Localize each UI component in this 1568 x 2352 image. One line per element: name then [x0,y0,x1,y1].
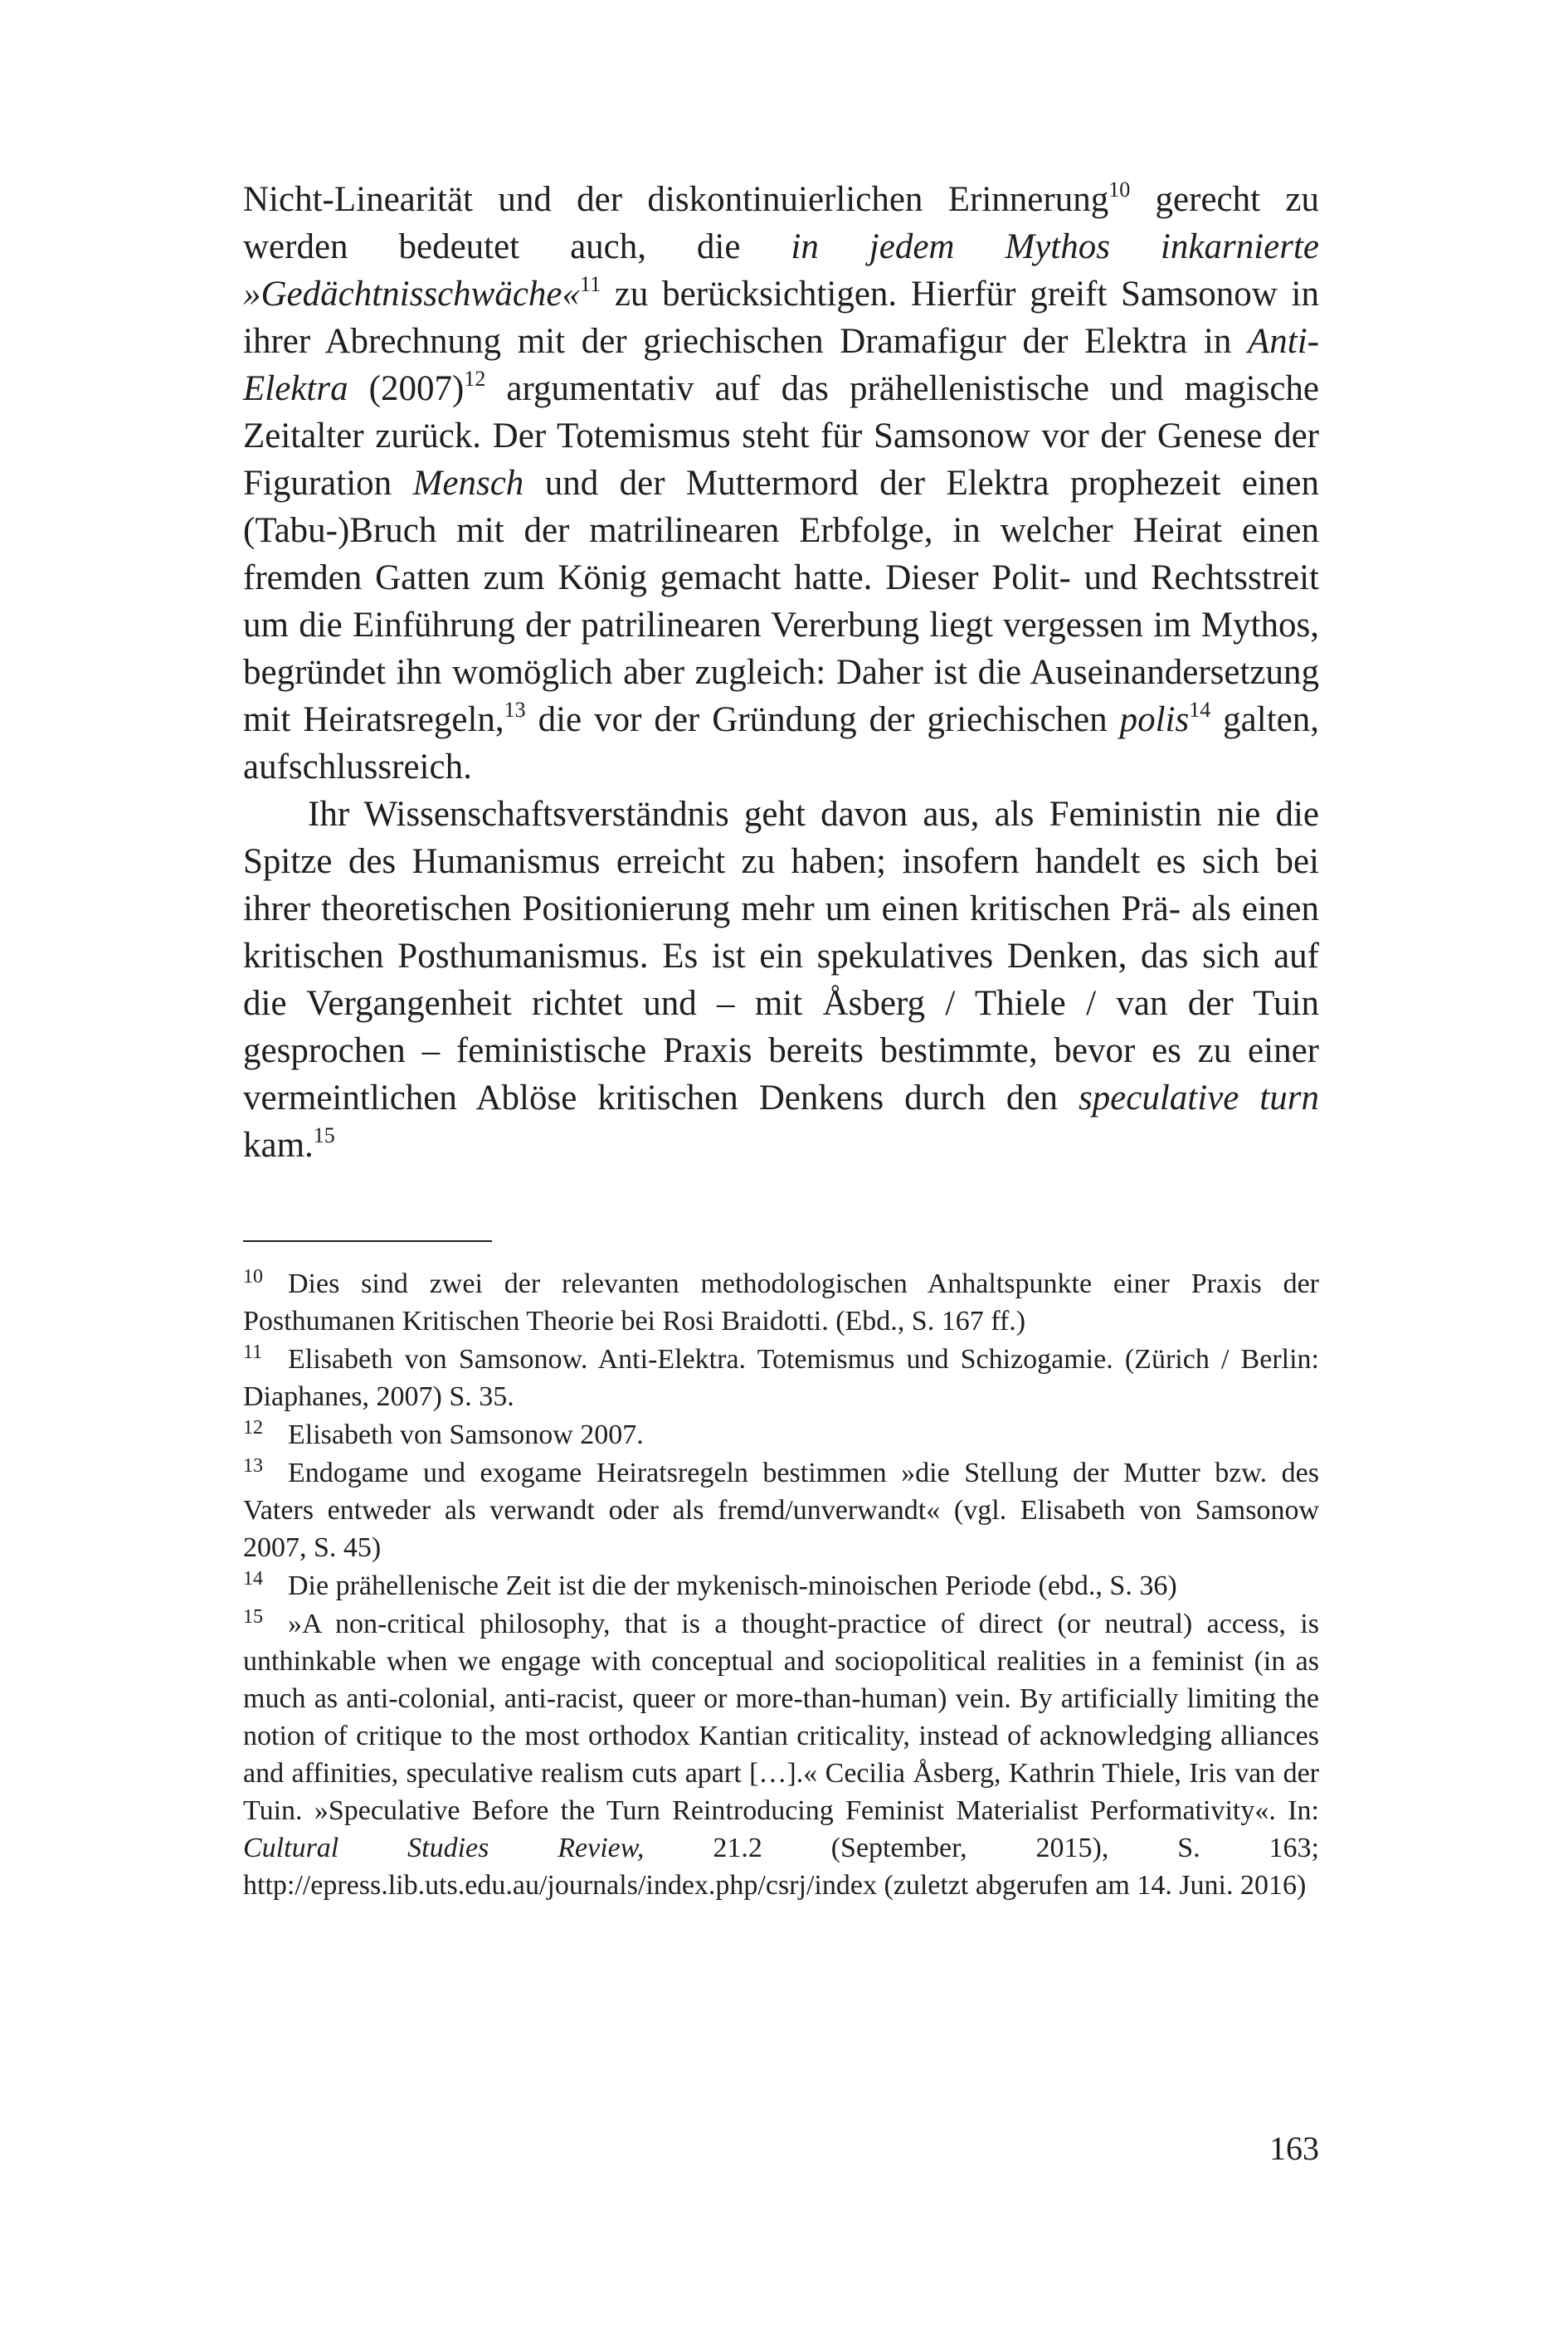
p1-text-8: galten, aufschlussreich. [243,700,1319,786]
footnote-text-continued: 21.2 (September, 2015), S. 163; http://epress.lib.uts.edu.au/journals/index.php/csrj/index (zuletzt abgerufen am 14. Juni. 2016) [243,1833,1319,1901]
p1-text-4: (2007) [348,369,465,408]
footnote-text: Dies sind zwei der relevanten methodologischen Anhaltspunkte einer Praxis der Posthumanen Kritischen Theorie bei Rosi Braidotti. (Ebd., S. 167 ff.) [243,1269,1319,1337]
p1-text-2: gerecht zu werden bedeutet auch, die [243,180,1320,266]
footnote-text: Elisabeth von Samsonow. Anti-Elektra. Totemismus und Schizogamie. (Zürich / Berlin: Diaphanes, 2007) S. 35. [243,1344,1319,1412]
footnote-divider [243,1240,492,1242]
footnote-13: 13 Endogame und exogame Heiratsregeln bestimmen »die Stellung der Mutter bzw. des Vaters entweder als verwandt oder als fremd/unverwandt« (vgl. Elisabeth von Samsonow 2007, S. 45) [243,1455,1319,1563]
footnote-text: »A non-critical philosophy, that is a thought-practice of direct (or neutral) access, is unthinkable when we engage with conceptual and sociopolitical realities in a feminist (in as much as anti-colonial, anti-racist, queer or more-than-human) vein. By artificially limiting the notion of critique to the most orthodox Kantian criticality, instead of acknowledging alliances and affinities, speculative realism cuts apart […].« Cecilia Åsberg, Kathrin Thiele, Iris van der Tuin. »Speculative Before the Turn Reintroducing Feminist Materialist Performativity«. In: [243,1609,1319,1826]
footnote-text: Elisabeth von Samsonow 2007. [288,1419,644,1450]
p2-text-2: kam. [243,1126,314,1165]
footnote-ref-13: 13 [504,698,526,722]
footnote-10: 10 Dies sind zwei der relevanten methodologischen Anhaltspunkte einer Praxis der Posthumanen Kritischen Theorie bei Rosi Braidotti. (Ebd., S. 167 ff.) [243,1266,1319,1337]
footnote-14: 14 Die prähellenische Zeit ist die der mykenisch-minoischen Periode (ebd., S. 36) [243,1568,1177,1601]
footnote-ref-10: 10 [1108,178,1131,202]
p1-italic-polis: polis [1119,700,1190,739]
footnote-ref-11: 11 [580,272,601,296]
footnote-12: 12 Elisabeth von Samsonow 2007. [243,1417,644,1450]
footnote-journal-title: Cultural Studies Review, [243,1833,645,1863]
footnote-ref-15: 15 [313,1123,335,1147]
footnote-text: Endogame und exogame Heiratsregeln bestimmen »die Stellung der Mutter bzw. des Vaters entweder als verwandt oder als fremd/unverwandt« (vgl. Elisabeth von Samsonow 2007, S. 45) [243,1458,1319,1563]
p1-italic-1: in jedem Mythos inkarnierte »Gedächtnisschwäche« [243,227,1319,314]
paragraph-1 [243,176,1319,791]
footnotes-section [243,1265,1319,1905]
footnote-15: 15 »A non-critical philosophy, that is a thought-practice of direct (or neutral) access, is unthinkable when we engage with conceptual and sociopolitical realities in a feminist (in as much as anti-colonial, anti-racist, queer or more-than-human) vein. By artificially limiting the notion of critique to the most orthodox Kantian criticality, instead of acknowledging alliances and affinities, speculative realism cuts apart […].« Cecilia Åsberg, Kathrin Thiele, Iris van der Tuin. »Speculative Before the Turn Reintroducing Feminist Materialist Performativity«. In: Cultural Studies Review, 21.2 (September, 2015), S. 163; http://epress.lib.uts.edu.au/journals/index.php/csrj/index (zuletzt abgerufen am 14. Juni. 2016) [243,1606,1319,1901]
p1-text-1: Nicht-Linearität und der diskontinuierlichen Erinnerung [243,180,1109,219]
page-number: 163 [1269,2130,1319,2167]
p2-italic-speculative-turn: speculative turn [1078,1079,1319,1118]
p1-text-3: zu berücksichtigen. Hierfür greift Samsonow in ihrer Abrechnung mit der griechischen Dramafigur der Elektra in [243,275,1319,361]
paragraph-2 [243,791,1319,1169]
p1-text-6: und der Muttermord der Elektra prophezeit einen (Tabu-)Bruch mit der matrilinearen Erbfolge, in welcher Heirat einen fremden Gatten zum König gemacht hatte. Dieser Polit- und Rechtsstreit um die Einführung der patrilinearen Vererbung liegt vergessen im Mythos, begründet ihn womöglich aber zugleich: Daher ist die Auseinandersetzung mit Heiratsregeln, [243,464,1319,739]
footnote-ref-12: 12 [464,367,486,391]
main-text-block [243,176,1319,1169]
p1-italic-anti-elektra: Anti-Elektra [243,322,1319,408]
p2-text-1: Ihr Wissenschaftsverständnis geht davon aus, als Feministin nie die Spitze des Humanismus erreicht zu haben; insofern handelt es sich bei ihrer theoretischen Positionierung mehr um einen kritischen Prä- als einen kritischen Posthumanismus. Es ist ein spekulatives Denken, das sich auf die Vergangenheit richtet und – mit Åsberg / Thiele / van der Tuin gesprochen – feministische Praxis bereits bestimmte, bevor es zu einer vermeintlichen Ablöse kritischen Denkens durch den [243,795,1319,1118]
p1-text-7: die vor der Gründung der griechischen [525,700,1120,739]
p1-text-5: argumentativ auf das prähellenistische und magische Zeitalter zurück. Der Totemismus steht für Samsonow vor der Genese der Figuration [243,369,1319,503]
footnote-text: Die prähellenische Zeit ist die der mykenisch-minoischen Periode (ebd., S. 36) [288,1570,1177,1601]
footnote-ref-14: 14 [1189,698,1211,722]
footnote-11: 11 Elisabeth von Samsonow. Anti-Elektra. Totemismus und Schizogamie. (Zürich / Berlin: Diaphanes, 2007) S. 35. [243,1342,1319,1412]
p1-italic-mensch: Mensch [412,464,524,503]
